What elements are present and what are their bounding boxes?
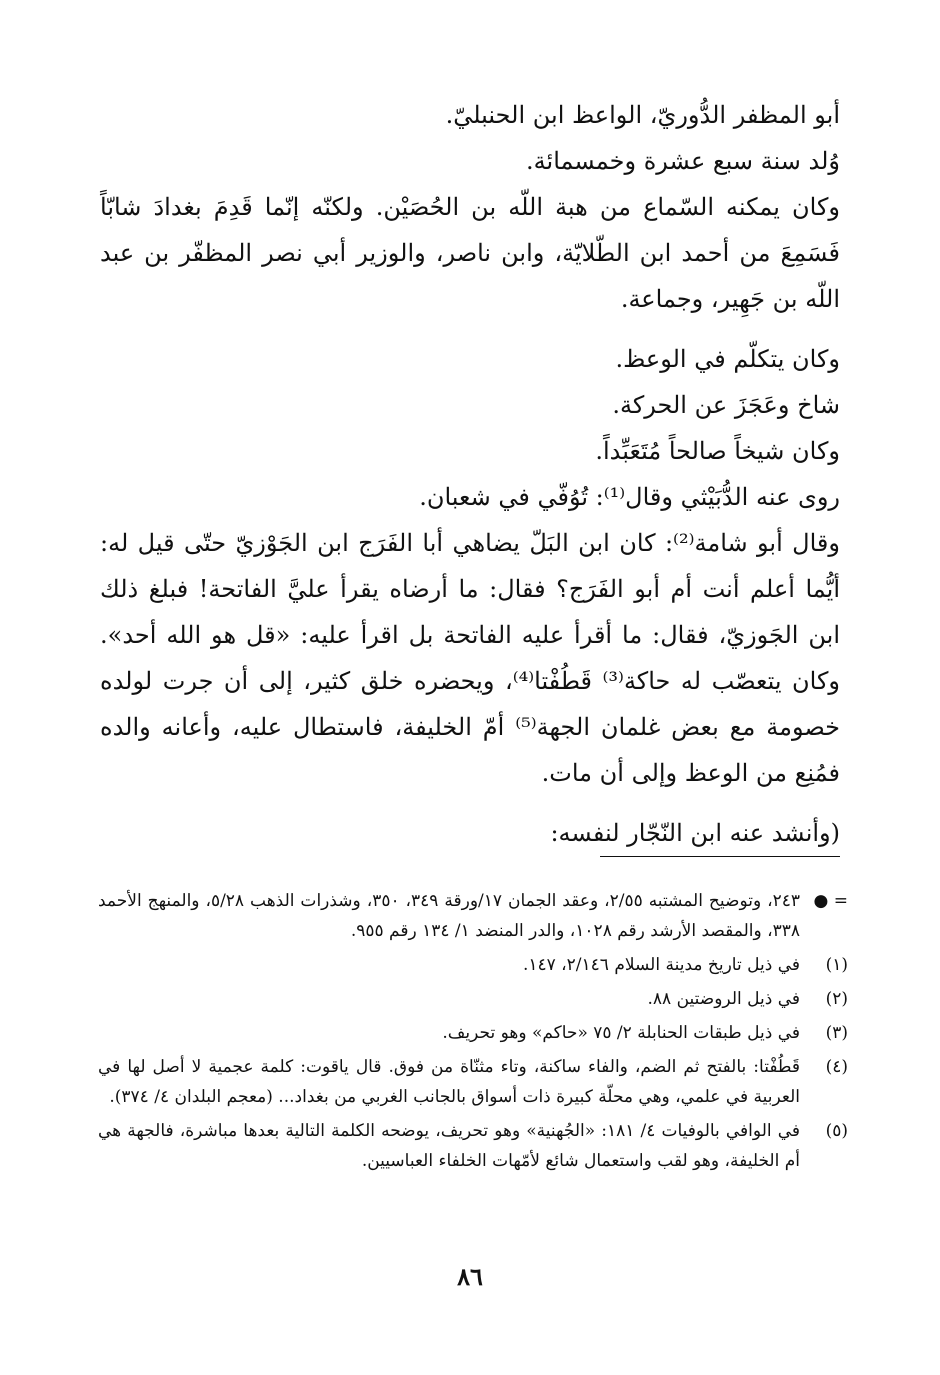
footnote-marker: (٢) [825, 989, 848, 1009]
footnote-continued [98, 886, 848, 946]
footnote-marker: (٤) [825, 1057, 848, 1077]
footnote-1 [98, 950, 848, 980]
footnote-divider [600, 856, 840, 857]
paragraph-old-age: شاخ وعَجَزَ عن الحركة. [612, 391, 840, 419]
footnotes [98, 886, 848, 1180]
paragraph-preaching: وكان يتكلّم في الوعظ. [615, 345, 840, 373]
footnote-5 [98, 1116, 848, 1176]
paragraph-birth: وُلد سنة سبع عشرة وخمسمائة. [526, 147, 840, 175]
paragraph-abu-shama: وقال أبو شامة⁽²⁾: كان ابن البَلّ يضاهي أبا الفَرَج ابن الجَوْزيّ حتّى قيل له: أيُّما أعلم أنت أم أبو الفَرَج؟ فقال: ما أرضاه يقرأ عليَّ الفاتحة! فبلغ ذلك ابن الجَوزيّ، فقال: ما أقرأ عليه الفاتحة بل اقرأ عليه: «قل هو الله أحد». وكان يتعصّب له حاكة⁽³⁾ قَطُفْتا⁽⁴⁾، ويحضره خلق كثير، إلى أن جرت لولده خصومة مع بعض غلمان الجهة⁽⁵⁾ أمّ الخليفة، فاستطال عليه، وأعانه والده فمُنِع من الوعظ وإلى أن مات. [100, 529, 840, 787]
page-number: ٨٦ [457, 1262, 483, 1291]
footnote-2 [98, 984, 848, 1014]
footnote-3 [98, 1018, 848, 1048]
paragraph-name-line: أبو المظفر الدُّوريّ، الواعظ ابن الحنبليّ. [445, 101, 840, 129]
paragraph-teachers: وكان يمكنه السّماع من هبة اللّه بن الحُصَيْن. ولكنّه إنّما قَدِمَ بغدادَ شابّاً فَسَمِعَ من أحمد ابن الطّلايّة، وابن ناصر، والوزير أبي نصر المظفّر بن عبد اللّه بن جَهِير، وجماعة. [100, 193, 840, 313]
footnote-marker: (٣) [825, 1023, 848, 1043]
footnote-text: في ذيل طبقات الحنابلة ٢/ ٧٥ «حاكم» وهو تحريف. [442, 1023, 800, 1043]
footnote-text: قَطُفْتا: بالفتح ثم الضم، والفاء ساكنة، وتاء مثنّاة من فوق. قال ياقوت: كلمة عجمية لا أصل لها في العربية في علمي، وهي محلّة كبيرة ذات أسواق بالجانب الغربي من بغداد... (معجم البلدان ٤/ ٣٧٤). [98, 1057, 800, 1107]
footnote-marker: (١) [825, 955, 848, 975]
footnote-text: في ذيل تاريخ مدينة السلام ٢/١٤٦، ١٤٧. [522, 955, 800, 975]
main-text [100, 92, 840, 856]
footnote-marker: = ● [813, 891, 848, 911]
footnote-text: ٢٤٣، وتوضيح المشتبه ٢/٥٥، وعقد الجمان ١٧/ورقة ٣٤٩، ٣٥٠، وشذرات الذهب ٥/٢٨، والمنهج الأحمد ٣٣٨، والمقصد الأرشد رقم ١٠٢٨، والدر المنضد ١/ ١٣٤ رقم ٩٥٥. [98, 891, 801, 941]
footnote-text: في الوافي بالوفيات ٤/ ١٨١: «الجُهنية» وهو تحريف، يوضحه الكلمة التالية بعدها مباشرة، فالجهة هي أم الخليفة، وهو لقب واستعمال شائع لأمّهات الخلفاء العباسيين. [98, 1121, 800, 1171]
paragraph-poem-intro: (وأنشد عنه ابن النّجّار لنفسه: [550, 819, 840, 847]
footnote-marker: (٥) [825, 1121, 848, 1141]
footnote-4 [98, 1052, 848, 1112]
paragraph-piety: وكان شيخاً صالحاً مُتَعَبِّداً. [595, 437, 840, 465]
footnote-text: في ذيل الروضتين ٨٨. [647, 989, 800, 1009]
paragraph-death: روى عنه الدُّبَيْثي وقال⁽¹⁾: تُوُفّي في شعبان. [419, 483, 840, 511]
